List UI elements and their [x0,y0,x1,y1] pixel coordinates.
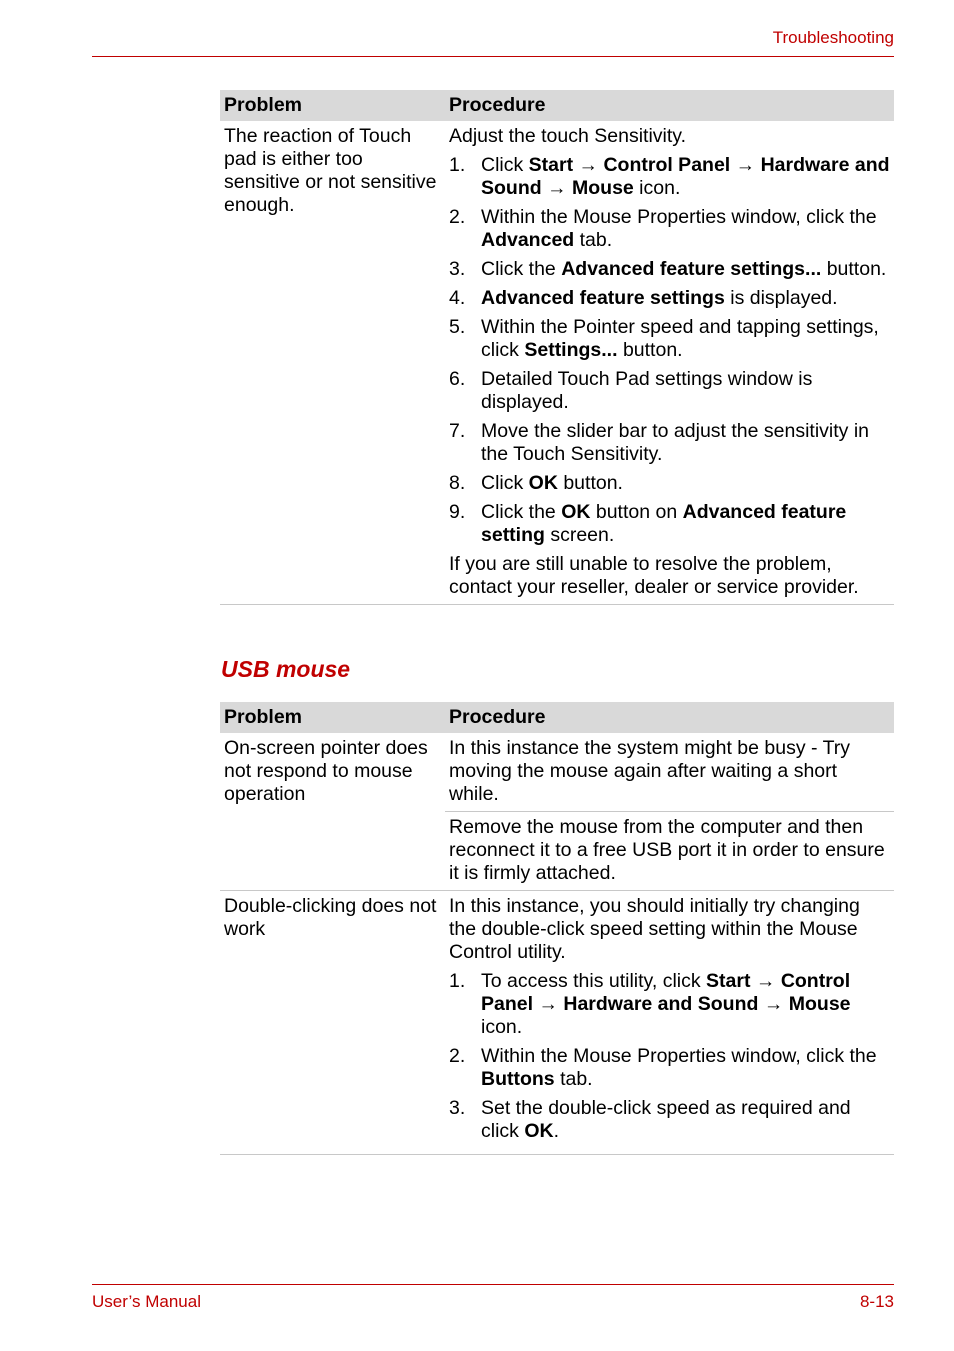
step-number: 3. [449,1097,466,1119]
step-number: 1. [449,154,466,176]
step-number: 4. [449,287,466,309]
procedure-step [449,501,890,547]
step-number: 2. [449,206,466,228]
page-number: 8-13 [859,1292,894,1311]
procedure-step [449,368,890,414]
step-text: button. [557,472,623,494]
procedure-steps [449,154,890,547]
step-emphasis: → [758,993,789,1015]
step-emphasis: → [573,154,604,176]
step-text: Move the slider bar to adjust the sensitivity in the Touch Sensitivity. [481,420,870,465]
step-number: 1. [449,970,466,992]
procedure-step [449,154,890,200]
step-emphasis: Start [706,970,751,992]
usb-mouse-table [220,702,894,1155]
procedure-steps [449,970,890,1143]
step-emphasis: Advanced feature setting [481,501,847,546]
procedure-step [449,1045,890,1091]
procedure-step [449,420,890,466]
problem-cell: On-screen pointer does not respond to mouse operation [220,733,445,891]
step-text: To access this utility, click [481,970,707,992]
step-emphasis: → [730,154,761,176]
step-text: button. [821,258,887,280]
step-text: . [553,1120,560,1142]
step-text: Detailed Touch Pad settings window is displayed. [481,368,813,413]
step-text: tab. [554,1068,593,1090]
procedure-intro: Adjust the touch Sensitivity. [449,125,687,147]
step-number: 2. [449,1045,466,1067]
procedure-step [449,206,890,252]
touchpad-table [220,90,894,605]
step-number: 5. [449,316,466,338]
column-header-procedure: Procedure [445,702,894,733]
step-emphasis: OK [528,472,558,494]
footer-rule [92,1284,894,1285]
step-emphasis: OK [524,1120,554,1142]
step-text: Set the double-click speed as required and click [481,1097,851,1142]
step-text: icon. [633,177,681,199]
step-emphasis: Hardware and Sound [563,993,759,1015]
step-emphasis: → [533,993,564,1015]
step-emphasis: Settings... [524,339,618,361]
header-rule [92,56,894,57]
step-text: Click [481,154,529,176]
running-header: Troubleshooting [772,28,894,47]
step-number: 9. [449,501,466,523]
step-text: Click the [481,258,562,280]
step-number: 6. [449,368,466,390]
step-text: is displayed. [724,287,838,309]
step-text: Within the Mouse Properties window, click the [481,1045,877,1067]
step-emphasis: Mouse [572,177,634,199]
procedure-cell: Remove the mouse from the computer and then reconnect it to a free USB port it in order to ensure it is firmly attached. [445,812,894,891]
step-emphasis: Start [528,154,574,176]
footer-manual-title: User’s Manual [92,1292,201,1311]
procedure-cell [445,121,894,605]
step-number: 7. [449,420,466,442]
step-text: Within the Mouse Properties window, click the [481,206,877,228]
procedure-step [449,316,890,362]
step-emphasis: → [541,177,572,199]
procedure-cell [445,891,894,1155]
step-emphasis: Advanced feature settings... [561,258,822,280]
procedure-step [449,287,890,310]
step-emphasis: Hardware and Sound [481,154,890,199]
step-emphasis: Control Panel [603,154,731,176]
problem-cell: The reaction of Touch pad is either too sensitive or not sensitive enough. [220,121,445,605]
step-text: button on [590,501,683,523]
step-text: screen. [544,524,615,546]
step-number: 3. [449,258,466,280]
procedure-intro: In this instance, you should initially try changing the double-click speed setting within the Mouse Control utility. [449,895,860,963]
step-emphasis: → [750,970,781,992]
step-text: Click the [481,501,562,523]
step-text: tab. [574,229,613,251]
step-emphasis: Advanced feature settings [481,287,725,309]
step-emphasis: Buttons [481,1068,555,1090]
column-header-problem: Problem [220,702,445,733]
procedure-outro: If you are still unable to resolve the problem, contact your reseller, dealer or service provider. [449,553,859,598]
procedure-step [449,1097,890,1143]
step-text: Click [481,472,529,494]
step-emphasis: Mouse [788,993,851,1015]
step-emphasis: OK [561,501,591,523]
step-text: icon. [481,1016,523,1038]
step-text: button. [617,339,683,361]
procedure-step [449,258,890,281]
column-header-problem: Problem [220,90,445,121]
procedure-cell: In this instance the system might be busy - Try moving the mouse again after waiting a short while. [445,733,894,812]
column-header-procedure: Procedure [445,90,894,121]
procedure-step [449,472,890,495]
step-number: 8. [449,472,466,494]
problem-cell: Double-clicking does not work [220,891,445,1155]
step-emphasis: Advanced [481,229,575,251]
step-emphasis: Control Panel [481,970,851,1015]
procedure-step [449,970,890,1039]
section-title: USB mouse [221,656,351,682]
step-text: Within the Pointer speed and tapping settings, click [481,316,879,361]
